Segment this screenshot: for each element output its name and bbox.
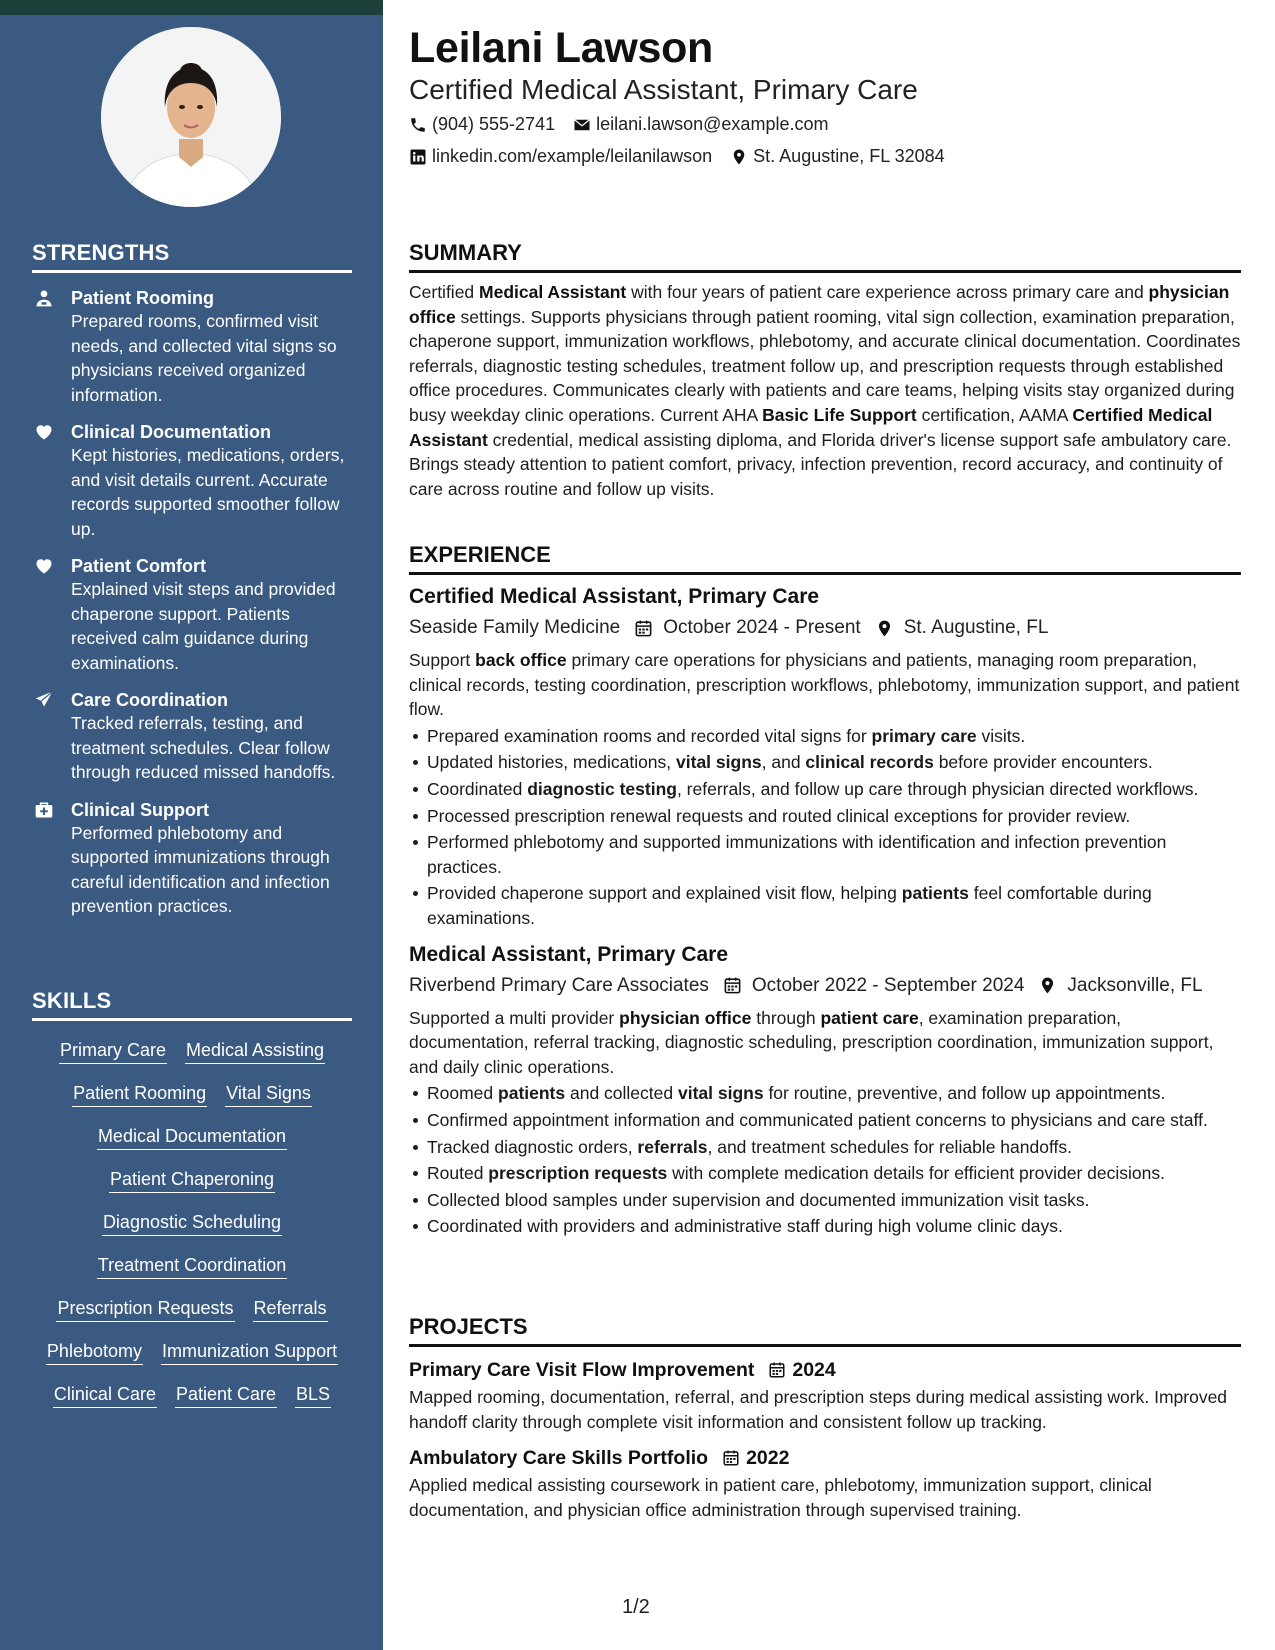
job-intro: Support back office primary care operations for physicians and patients, managing room preparation, clinical records, testing coordination, prescription workflows, phlebotomy, immunization support, and patient flow. bbox=[409, 650, 1240, 720]
medical-kit-icon bbox=[34, 800, 54, 820]
contact-linkedin bbox=[409, 146, 712, 167]
skill-tag: Immunization Support bbox=[161, 1338, 338, 1365]
skill-tag: Medical Documentation bbox=[97, 1123, 287, 1150]
strength-title: Patient Rooming bbox=[71, 288, 214, 308]
strength-description: Prepared rooms, confirmed visit needs, and collected vital signs so physicians received organized information. bbox=[71, 311, 337, 405]
job-meta bbox=[409, 973, 1241, 999]
profile-photo bbox=[101, 27, 281, 207]
project-title: Primary Care Visit Flow Improvement bbox=[409, 1359, 755, 1381]
calendar-icon bbox=[768, 1361, 786, 1379]
envelope-icon bbox=[573, 116, 591, 134]
phone-icon bbox=[409, 116, 427, 134]
job-company: Seaside Family Medicine bbox=[409, 617, 621, 638]
skills-section bbox=[32, 988, 352, 1408]
job-bullets bbox=[409, 1081, 1241, 1239]
project-entry bbox=[409, 1357, 1241, 1434]
strengths-heading: STRENGTHS bbox=[32, 240, 352, 273]
strength-item bbox=[32, 689, 352, 785]
strength-title: Clinical Documentation bbox=[71, 422, 272, 442]
map-pin-icon bbox=[1038, 976, 1057, 995]
strength-description: Explained visit steps and provided chaperone support. Patients received calm guidance during examinations. bbox=[71, 579, 336, 673]
job-dates: October 2022 - September 2024 bbox=[751, 974, 1025, 996]
calendar-icon bbox=[634, 619, 653, 638]
job-entry bbox=[409, 941, 1241, 1239]
phone-text: (904) 555-2741 bbox=[432, 114, 556, 134]
projects-heading: PROJECTS bbox=[409, 1314, 1241, 1347]
job-dates: October 2024 - Present bbox=[663, 617, 861, 638]
summary-heading: SUMMARY bbox=[409, 240, 1241, 273]
skill-tag: Vital Signs bbox=[225, 1080, 312, 1107]
project-year: 2022 bbox=[746, 1447, 790, 1470]
bullet-item: Processed prescription renewal requests and routed clinical exceptions for provider review. bbox=[409, 804, 1241, 829]
skill-tag: Phlebotomy bbox=[46, 1338, 143, 1365]
bullet-item: Prepared examination rooms and recorded vital signs for primary care visits. bbox=[409, 724, 1241, 749]
skill-tag: Treatment Coordination bbox=[97, 1252, 287, 1279]
strength-title: Patient Comfort bbox=[71, 556, 206, 576]
strength-description: Kept histories, medications, orders, and visit details current. Accurate records supported smoother follow up. bbox=[71, 445, 345, 539]
skill-tag: Patient Chaperoning bbox=[109, 1166, 275, 1193]
job-location: St. Augustine, FL bbox=[903, 617, 1049, 638]
projects-section bbox=[409, 1314, 1241, 1522]
skill-tag: Prescription Requests bbox=[56, 1295, 234, 1322]
skills-heading: SKILLS bbox=[32, 988, 352, 1021]
sidebar-top-band bbox=[0, 0, 383, 15]
bullet-item: Performed phlebotomy and supported immunizations with identification and infection prevention practices. bbox=[409, 830, 1241, 879]
bullet-item: Confirmed appointment information and communicated patient concerns to physicians and care staff. bbox=[409, 1108, 1241, 1133]
heart-icon bbox=[34, 556, 54, 576]
bullet-item: Roomed patients and collected vital signs for routine, preventive, and follow up appointments. bbox=[409, 1081, 1241, 1106]
skill-tag: Clinical Care bbox=[53, 1381, 157, 1408]
job-title: Medical Assistant, Primary Care bbox=[409, 942, 729, 966]
project-description: Applied medical assisting coursework in patient care, phlebotomy, immunization support, clinical documentation, and physician office administration through supervised training. bbox=[409, 1475, 1152, 1520]
bullet-item: Coordinated diagnostic testing, referrals, and follow up care through physician directed workflows. bbox=[409, 777, 1241, 802]
job-location: Jacksonville, FL bbox=[1067, 974, 1203, 996]
candidate-role: Certified Medical Assistant, Primary Care bbox=[409, 74, 918, 105]
job-entry bbox=[409, 583, 1241, 931]
strength-title: Care Coordination bbox=[71, 690, 229, 710]
skill-tag: Referrals bbox=[253, 1295, 328, 1322]
strength-item bbox=[32, 287, 352, 407]
skill-tag: Patient Rooming bbox=[72, 1080, 207, 1107]
project-description: Mapped rooming, documentation, referral, and prescription steps during medical assisting work. Improved handoff clarity through complete visit information and consistent follow up tracking. bbox=[409, 1387, 1228, 1432]
strength-item bbox=[32, 421, 352, 541]
page-number: 1/2 bbox=[622, 1596, 650, 1618]
heart-icon bbox=[34, 422, 54, 442]
strength-title: Clinical Support bbox=[71, 799, 210, 820]
skills-list bbox=[32, 1037, 352, 1408]
job-meta bbox=[409, 615, 1241, 641]
bullet-item: Updated histories, medications, vital signs, and clinical records before provider encounters. bbox=[409, 750, 1241, 775]
bullet-item: Collected blood samples under supervision and documented immunization visit tasks. bbox=[409, 1188, 1241, 1213]
project-entry bbox=[409, 1445, 1241, 1522]
job-intro: Supported a multi provider physician office through patient care, examination preparation, documentation, referral tracking, diagnostic scheduling, prescription coordination, immunization support, and daily clinic operations. bbox=[409, 1007, 1214, 1077]
location-text: St. Augustine, FL 32084 bbox=[753, 146, 945, 166]
skill-tag: Diagnostic Scheduling bbox=[102, 1209, 282, 1236]
map-pin-icon bbox=[875, 619, 894, 638]
strength-description: Performed phlebotomy and supported immunizations through careful identification and infection prevention practices. bbox=[71, 822, 330, 916]
contact-phone bbox=[409, 114, 555, 135]
strength-item bbox=[32, 555, 352, 675]
bullet-item: Routed prescription requests with complete medication details for efficient provider decisions. bbox=[409, 1161, 1241, 1186]
calendar-icon bbox=[723, 976, 742, 995]
job-company: Riverbend Primary Care Associates bbox=[409, 974, 709, 996]
linkedin-icon bbox=[409, 148, 427, 166]
bullet-item: Tracked diagnostic orders, referrals, and treatment schedules for reliable handoffs. bbox=[409, 1135, 1241, 1160]
project-title: Ambulatory Care Skills Portfolio bbox=[409, 1447, 709, 1470]
strengths-section bbox=[32, 240, 352, 919]
linkedin-text: linkedin.com/example/leilanilawson bbox=[432, 146, 713, 166]
job-bullets bbox=[409, 724, 1241, 931]
strength-description: Tracked referrals, testing, and treatment schedules. Clear follow through reduced missed handoffs. bbox=[71, 713, 336, 782]
contact-location bbox=[730, 146, 944, 167]
skill-tag: Patient Care bbox=[175, 1381, 277, 1408]
candidate-name: Leilani Lawson bbox=[409, 24, 714, 72]
skill-tag: BLS bbox=[295, 1381, 331, 1408]
email-text: leilani.lawson@example.com bbox=[596, 114, 829, 134]
job-title: Certified Medical Assistant, Primary Care bbox=[409, 585, 820, 608]
calendar-icon bbox=[722, 1449, 740, 1467]
experience-heading: EXPERIENCE bbox=[409, 542, 1241, 575]
project-title-row bbox=[409, 1445, 1241, 1471]
project-year: 2024 bbox=[792, 1359, 836, 1381]
map-pin-icon bbox=[730, 148, 748, 166]
project-title-row bbox=[409, 1357, 1241, 1383]
skill-tag: Primary Care bbox=[59, 1037, 167, 1064]
user-nurse-icon bbox=[34, 288, 54, 308]
contact-row-2 bbox=[409, 146, 945, 167]
experience-section bbox=[409, 542, 1241, 1239]
paper-plane-icon bbox=[34, 690, 54, 710]
strength-item bbox=[32, 799, 352, 919]
bullet-item: Provided chaperone support and explained visit flow, helping patients feel comfortable during examinations. bbox=[409, 881, 1241, 930]
contact-email bbox=[573, 114, 828, 135]
summary-text: Certified Medical Assistant with four years of patient care experience across primary care and physician office settings. Supports physicians through patient rooming, vital sign collection, examination preparation, chaperone support, immunization workflows, phlebotomy, and accurate clinical documentation. Coordinates referrals, diagnostic testing schedules, treatment follow up, and prescription requests through established office procedures. Communicates clearly with patients and care teams, helping visits stay organized during busy weekday clinic operations. Current AHA Basic Life Support certification, AAMA Certified Medical Assistant credential, medical assisting diploma, and Florida driver's license support safe ambulatory care. Brings steady attention to patient comfort, privacy, infection prevention, record accuracy, and continuity of care across routine and follow up visits. bbox=[409, 282, 1241, 499]
skill-tag: Medical Assisting bbox=[185, 1037, 325, 1064]
summary-section bbox=[409, 240, 1241, 501]
contact-row-1 bbox=[409, 114, 828, 135]
sidebar bbox=[0, 0, 383, 1650]
bullet-item: Coordinated with providers and administrative staff during high volume clinic days. bbox=[409, 1214, 1241, 1239]
